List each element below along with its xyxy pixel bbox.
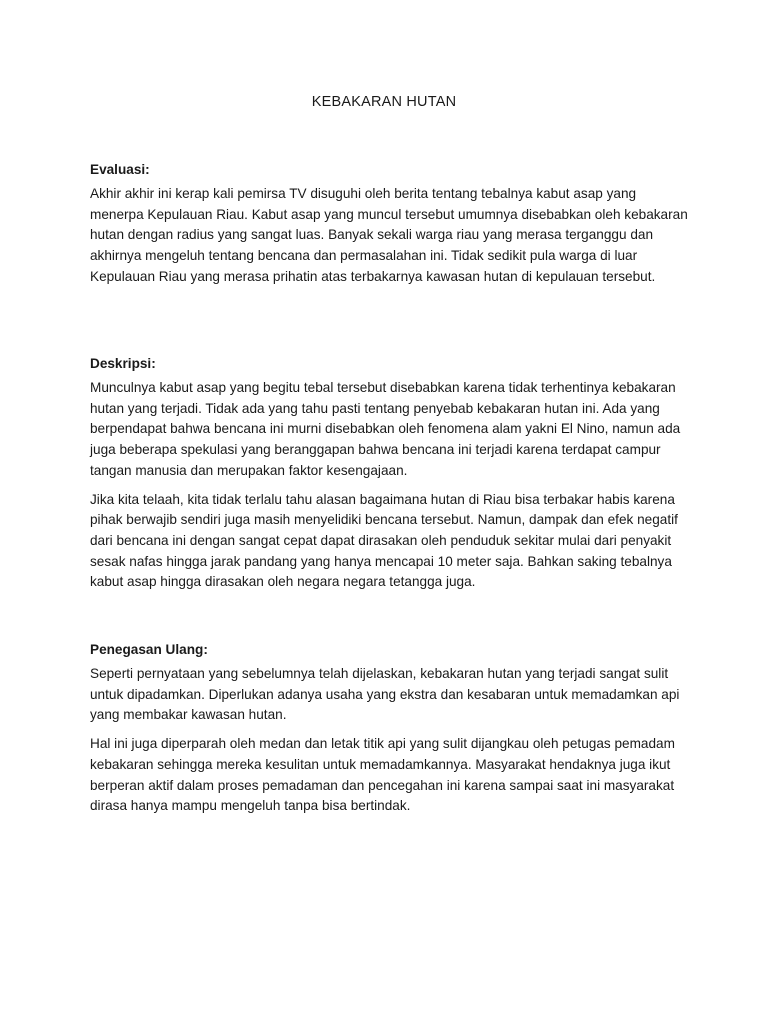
section-heading: Penegasan Ulang:: [90, 642, 208, 657]
paragraph: Seperti pernyataan yang sebelumnya telah dijelaskan, kebakaran hutan yang terjadi sangat sulit untuk dipadamkan. Diperlukan adanya usaha yang ekstra dan kesabaran untuk memadamkan api yang membakar kawasan hutan.: [90, 666, 680, 723]
document-title: KEBAKARAN HUTAN: [311, 94, 457, 110]
section-penegasan-ulang: [90, 640, 690, 825]
section-evaluasi: [90, 160, 690, 296]
section-heading: Deskripsi:: [90, 356, 156, 371]
paragraph: Munculnya kabut asap yang begitu tebal tersebut disebabkan karena tidak terhentinya kebakaran hutan yang terjadi. Tidak ada yang tahu pasti tentang penyebab kebakaran hutan ini. Ada yang berpendapat bahwa bencana ini murni disebabkan oleh fenomena alam yakni El Nino, namun ada juga beberapa spekulasi yang beranggapan bahwa bencana ini terjadi karena terdapat campur tangan manusia dan merupakan faktor kesengajaan.: [90, 380, 681, 478]
section-deskripsi: [90, 354, 690, 601]
section-heading: Evaluasi:: [90, 162, 150, 177]
paragraph: Akhir akhir ini kerap kali pemirsa TV disuguhi oleh berita tentang tebalnya kabut asap yang menerpa Kepulauan Riau. Kabut asap yang muncul tersebut umumnya disebabkan oleh kebakaran hutan dengan radius yang sangat luas. Banyak sekali warga riau yang merasa terganggu dan akhirnya mengeluh tentang bencana dan permasalahan ini. Tidak sedikit pula warga di luar Kepulauan Riau yang merasa prihatin atas terbakarnya kawasan hutan di kepulauan tersebut.: [90, 186, 688, 284]
paragraph: Jika kita telaah, kita tidak terlalu tahu alasan bagaimana hutan di Riau bisa terbakar habis karena pihak berwajib sendiri juga masih menyelidiki bencana tersebut. Namun, dampak dan efek negatif dari bencana ini dengan sangat cepat dapat dirasakan oleh penduduk sekitar mulai dari penyakit sesak nafas hingga jarak pandang yang hanya mencapai 10 meter saja. Bahkan saking tebalnya kabut asap hingga dirasakan oleh negara negara tetangga juga.: [90, 491, 678, 590]
paragraph: Hal ini juga diperparah oleh medan dan letak titik api yang sulit dijangkau oleh petugas pemadam kebakaran sehingga mereka kesulitan untuk memadamkannya. Masyarakat hendaknya juga ikut berperan aktif dalam proses pemadaman dan pencegahan ini karena sampai saat ini masyarakat dirasa hanya mampu mengeluh tanpa bisa bertindak.: [90, 736, 675, 814]
